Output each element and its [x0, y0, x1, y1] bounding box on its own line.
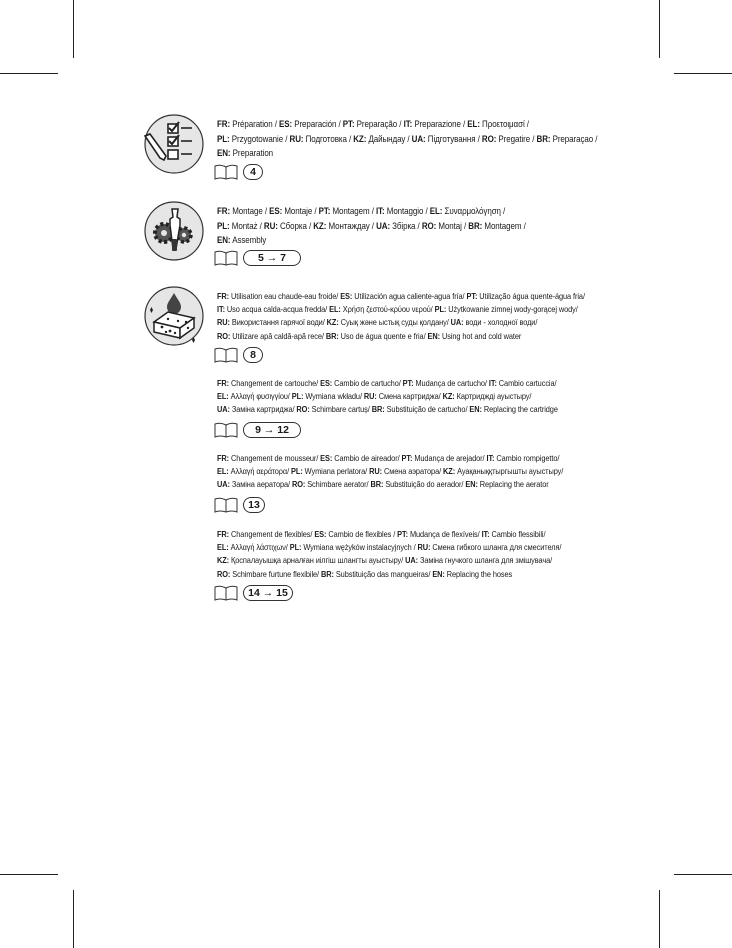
language-code: RO: [296, 404, 310, 415]
translation-text: Montage / [230, 206, 270, 216]
translation-text: Суық және ыстық суды қолдану/ [338, 317, 451, 328]
text-line [217, 303, 585, 316]
crop-mark [73, 0, 74, 58]
section-text [217, 377, 558, 417]
section-text [217, 290, 585, 343]
language-code: EN: [217, 148, 231, 159]
translation-text: Mudança de flexíveis/ [407, 529, 482, 539]
language-code: EL: [429, 206, 443, 216]
translation-text: Utilização água quente-água fria/ [477, 291, 585, 301]
translation-text: Қоспалауышқа арналған иілгіш шлангты ауыстыру/ [229, 555, 406, 566]
language-code: PT: [342, 119, 355, 129]
language-code: FR: [217, 453, 230, 463]
language-code: FR: [217, 529, 230, 539]
section-text [217, 204, 526, 248]
language-code: PL: [291, 391, 304, 402]
translation-text: Preparazione / [412, 119, 468, 129]
translation-text: Αλλαγή αεράτορα/ [228, 466, 292, 477]
language-code: EL: [217, 466, 229, 477]
language-code: RU: [369, 466, 382, 477]
language-code: RU: [263, 220, 278, 231]
language-code: RO: [291, 479, 306, 490]
language-code: RO: [217, 330, 231, 341]
crop-mark [0, 874, 58, 875]
section-text [217, 452, 563, 492]
text-line [217, 390, 558, 403]
language-code: UA: [217, 404, 230, 415]
crop-mark [659, 890, 660, 948]
translation-text: Смена аэратора/ [381, 466, 444, 477]
translation-text: Wymiana perlatora/ [302, 466, 370, 477]
translation-text: Utilizare apă caldă-apă rece/ [230, 330, 326, 341]
text-line [217, 465, 563, 478]
crop-mark [674, 874, 732, 875]
translation-text: Changement de flexibles/ [229, 529, 315, 539]
translation-text: Montaż / [229, 220, 264, 231]
translation-text: Cambio rompigetto/ [494, 453, 560, 463]
open-book-icon [214, 250, 238, 266]
language-code: PL: [291, 466, 303, 477]
language-code: PT: [466, 291, 478, 301]
language-code: ES: [314, 529, 327, 539]
translation-text: Монтаждау / [326, 220, 377, 231]
text-line [217, 316, 585, 329]
translation-text: Montaj / [436, 220, 469, 231]
language-code: BR: [320, 568, 334, 579]
open-book-icon [214, 422, 238, 438]
language-code: BR: [536, 133, 551, 144]
gears-tools-icon [142, 199, 206, 263]
text-line [217, 568, 561, 581]
translation-text: Montagem / [330, 206, 376, 216]
language-code: RU: [417, 542, 431, 553]
text-line [217, 478, 563, 491]
language-code: KZ: [353, 133, 367, 144]
language-code: ES: [279, 119, 293, 129]
translation-text: Uso acqua calda-acqua fredda/ [224, 304, 330, 315]
translation-text: Смена гибкого шланга для смесителя/ [430, 542, 562, 553]
section-text [217, 528, 561, 581]
translation-text: Χρήση ζεστού-κρύου νερού/ [340, 304, 435, 315]
translation-text: Montaje / [282, 206, 319, 216]
language-code: EN: [432, 568, 445, 579]
language-code: EL: [217, 542, 229, 553]
translation-text: Wymiana wkładu/ [303, 391, 364, 402]
translation-text: Schimbare furtune flexibile/ [230, 568, 321, 579]
translation-text: Сборка / [277, 220, 314, 231]
language-code: FR: [217, 378, 230, 388]
language-code: BR: [371, 404, 385, 415]
translation-text: Montagem / [482, 220, 526, 231]
translation-text: Використання гарячої води/ [229, 317, 327, 328]
language-code: EL: [329, 304, 341, 315]
translation-text: Προετοιμασί / [479, 119, 529, 129]
language-code: PT: [397, 529, 408, 539]
translation-text: Uso de água quente e fria/ [338, 330, 428, 341]
translation-text: Заміна картриджа/ [229, 404, 297, 415]
translation-text: Assembly [230, 235, 267, 246]
language-code: FR: [217, 206, 231, 216]
translation-text: Pregatire / [496, 133, 537, 144]
language-code: UA: [450, 317, 464, 328]
language-code: EL: [467, 119, 480, 129]
language-code: RO: [481, 133, 497, 144]
text-line [217, 528, 561, 541]
language-code: KZ: [443, 466, 456, 477]
language-code: KZ: [313, 220, 327, 231]
text-line [217, 233, 526, 248]
language-code: RO: [217, 568, 231, 579]
language-code: ES: [320, 378, 333, 388]
translation-text: Substituição do aerador/ [383, 479, 466, 490]
language-code: IT: [486, 453, 495, 463]
section-text [217, 117, 597, 161]
language-code: PT: [402, 378, 414, 388]
text-line [217, 219, 526, 234]
translation-text: Changement de cartouche/ [229, 378, 321, 388]
translation-text: Mudança de cartucho/ [413, 378, 489, 388]
translation-text: Replacing the aerator [477, 479, 549, 490]
language-code: IT: [217, 304, 225, 315]
text-line [217, 403, 558, 416]
text-line [217, 290, 585, 303]
language-code: PL: [217, 220, 230, 231]
language-code: EN: [469, 404, 482, 415]
language-code: EL: [217, 391, 229, 402]
language-code: PT: [318, 206, 331, 216]
crop-mark [659, 0, 660, 58]
translation-text: Using hot and cold water [439, 330, 522, 341]
translation-text: Preparación / [292, 119, 343, 129]
page-number-badge: 14 → 15 [243, 585, 293, 601]
language-code: RU: [363, 391, 377, 402]
translation-text: води - холодної води/ [463, 317, 538, 328]
translation-text: Картриджді ауыстыру/ [454, 391, 532, 402]
translation-text: Cambio de flexibles / [326, 529, 398, 539]
language-code: IT: [481, 529, 490, 539]
translation-text: Schimbare cartuș/ [309, 404, 372, 415]
translation-text: Смена картриджа/ [376, 391, 443, 402]
translation-text: Заміна гнучкого шланга для змішувача/ [417, 555, 553, 566]
text-line [217, 204, 526, 219]
water-sponge-icon [142, 284, 206, 348]
page-number-badge: 4 [243, 164, 263, 180]
translation-text: Utilisation eau chaude-eau froide/ [229, 291, 341, 301]
language-code: RU: [289, 133, 304, 144]
crop-mark [0, 73, 58, 74]
text-line [217, 146, 597, 161]
language-code: PL: [434, 304, 447, 315]
language-code: UA: [217, 479, 230, 490]
translation-text: Заміна аератора/ [229, 479, 292, 490]
language-code: BR: [370, 479, 384, 490]
language-code: FR: [217, 119, 231, 129]
translation-text: Підготування / [425, 133, 482, 144]
language-code: PL: [289, 542, 302, 553]
translation-text: Préparation / [230, 119, 280, 129]
translation-text: Montaggio / [384, 206, 430, 216]
open-book-icon [214, 585, 238, 601]
open-book-icon [214, 347, 238, 363]
translation-text: Wymiana wężyków instalacyjnych / [301, 542, 418, 553]
language-code: IT: [375, 206, 385, 216]
language-code: ES: [340, 291, 353, 301]
translation-text: Przygotowanie / [229, 133, 290, 144]
page-number-badge: 9 → 12 [243, 422, 301, 438]
language-code: KZ: [217, 555, 230, 566]
translation-text: Cambio cartuccia/ [496, 378, 557, 388]
crop-mark [73, 890, 74, 948]
language-code: FR: [217, 291, 230, 301]
open-book-icon [214, 164, 238, 180]
language-code: BR: [468, 220, 483, 231]
language-code: ES: [320, 453, 333, 463]
language-code: PT: [401, 453, 413, 463]
translation-text: Подготовка / [303, 133, 354, 144]
translation-text: Ауақаныққтыргышты ауыстыру/ [455, 466, 564, 477]
translation-text: Substituição das mangueiras/ [333, 568, 433, 579]
language-code: RO: [421, 220, 437, 231]
translation-text: Συναρμολόγηση / [442, 206, 506, 216]
text-line [217, 452, 563, 465]
translation-text: Збірка / [390, 220, 422, 231]
translation-text: Αλλαγή λάστιχων/ [228, 542, 290, 553]
page-number-badge: 8 [243, 347, 263, 363]
checklist-pen-icon [142, 112, 206, 176]
translation-text: Substituição de cartucho/ [384, 404, 470, 415]
translation-text: Cambio de cartucho/ [332, 378, 403, 388]
language-code: UA: [411, 133, 426, 144]
open-book-icon [214, 497, 238, 513]
text-line [217, 554, 561, 567]
translation-text: Preparação / [354, 119, 404, 129]
text-line [217, 117, 597, 132]
language-code: BR: [325, 330, 339, 341]
translation-text: Cambio flessibili/ [489, 529, 546, 539]
text-line [217, 377, 558, 390]
text-line [217, 132, 597, 147]
language-code: EN: [465, 479, 478, 490]
language-code: UA: [376, 220, 391, 231]
text-line [217, 330, 585, 343]
crop-mark [674, 73, 732, 74]
page-number-badge: 5 → 7 [243, 250, 301, 266]
language-code: RU: [217, 317, 230, 328]
translation-text: Дайындау / [366, 133, 412, 144]
language-code: IT: [403, 119, 413, 129]
language-code: UA: [405, 555, 418, 566]
language-code: ES: [269, 206, 283, 216]
translation-text: Replacing the cartridge [481, 404, 558, 415]
translation-text: Preparaçao / [550, 133, 598, 144]
page-number-badge: 13 [243, 497, 265, 513]
language-code: KZ: [442, 391, 455, 402]
translation-text: Mudança de arejador/ [412, 453, 487, 463]
language-code: EN: [217, 235, 231, 246]
language-code: KZ: [326, 317, 339, 328]
translation-text: Αλλαγή φυσιγγίου/ [228, 391, 292, 402]
translation-text: Changement de mousseur/ [229, 453, 321, 463]
language-code: EN: [427, 330, 440, 341]
language-code: PL: [217, 133, 230, 144]
language-code: IT: [488, 378, 497, 388]
translation-text: Utilización agua caliente-agua fría/ [352, 291, 467, 301]
text-line [217, 541, 561, 554]
translation-text: Schimbare aerator/ [305, 479, 371, 490]
translation-text: Cambio de aireador/ [332, 453, 402, 463]
translation-text: Preparation [230, 148, 274, 159]
translation-text: Replacing the hoses [444, 568, 513, 579]
translation-text: Użytkowanie zimnej wody-gorącej wody/ [446, 304, 578, 315]
